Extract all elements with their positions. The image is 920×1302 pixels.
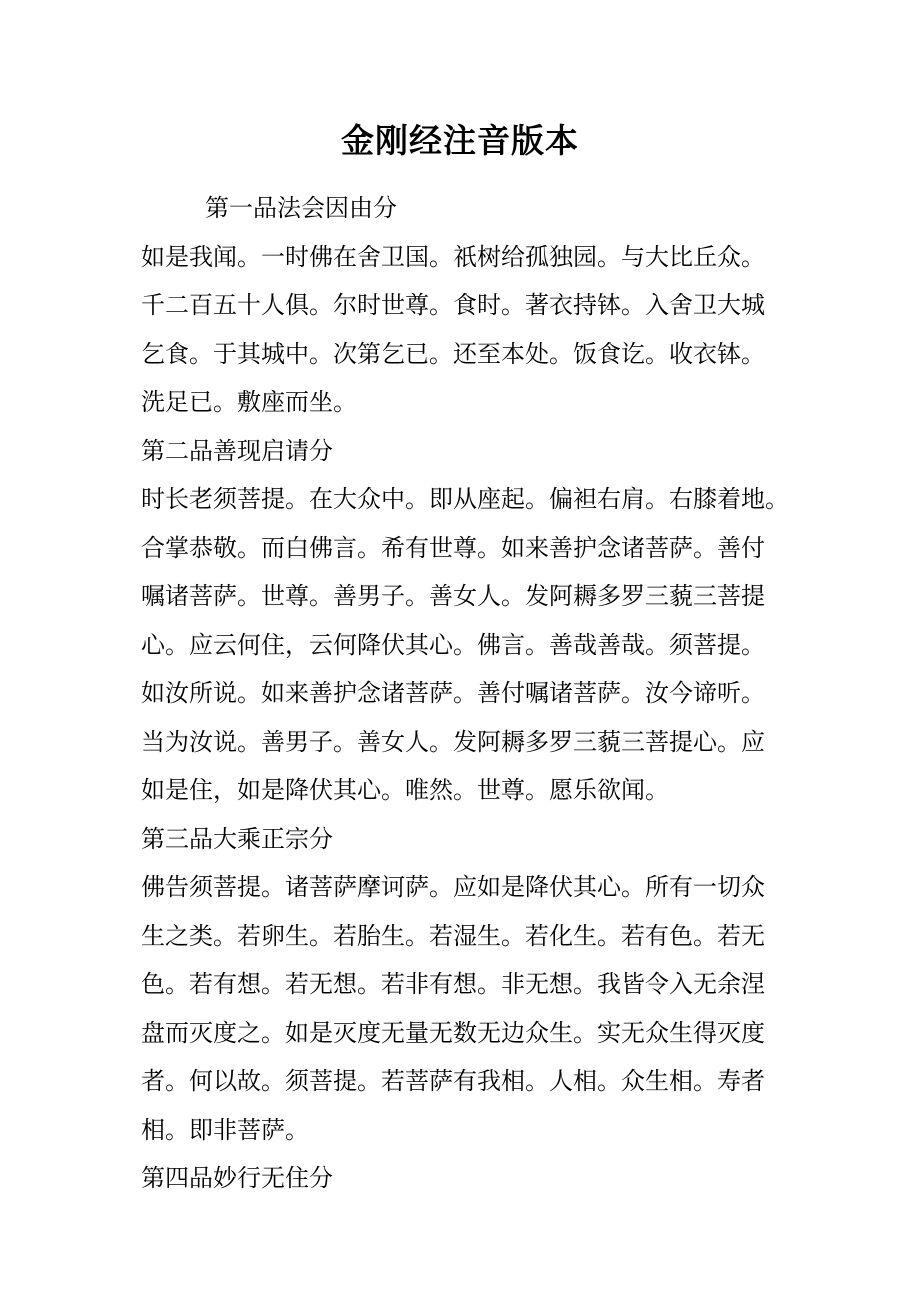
text-line: 色。若有想。若无想。若非有想。非无想。我皆令入无余涅: [141, 970, 765, 998]
text-line: 如是住，如是降伏其心。唯然。世尊。愿乐欲闻。: [141, 776, 669, 804]
text-line: 者。何以故。须菩提。若菩萨有我相。人相。众生相。寿者: [141, 1067, 765, 1095]
section-heading-2: 第二品善现启请分: [141, 436, 333, 465]
text-line: 乞食。于其城中。次第乞已。还至本处。饭食讫。收衣钵。: [141, 339, 765, 368]
document-body: [141, 184, 821, 1203]
section-heading-1: 第一品法会因由分: [205, 194, 397, 222]
text-line: 佛告须菩提。诸菩萨摩诃萨。应如是降伏其心。所有一切众: [141, 873, 765, 901]
text-line: 相。即非菩萨。: [141, 1115, 309, 1144]
document-title: 金刚经注音版本: [341, 121, 579, 160]
text-line: 合掌恭敬。而白佛言。希有世尊。如来善护念诸菩萨。善付: [141, 533, 765, 562]
text-line: 嘱诸菩萨。世尊。善男子。善女人。发阿耨多罗三藐三菩提: [141, 582, 765, 610]
section-heading-3: 第三品大乘正宗分: [141, 824, 333, 853]
text-line: 时长老须菩提。在大众中。即从座起。偏袒右肩。右膝着地。: [141, 485, 789, 513]
text-line: 生之类。若卵生。若胎生。若湿生。若化生。若有色。若无: [141, 921, 765, 950]
text-line: 如是我闻。一时佛在舍卫国。祇树给孤独园。与大比丘众。: [141, 242, 765, 271]
text-line: 如汝所说。如来善护念诸菩萨。善付嘱诸菩萨。汝今谛听。: [141, 679, 765, 707]
text-line: 洗足已。敷座而坐。: [141, 388, 357, 416]
section-heading-4: 第四品妙行无住分: [141, 1164, 333, 1192]
text-line: 当为汝说。善男子。善女人。发阿耨多罗三藐三菩提心。应: [141, 727, 765, 756]
text-line: 千二百五十人俱。尔时世尊。食时。著衣持钵。入舍卫大城: [141, 291, 765, 319]
text-line: 盘而灭度之。如是灭度无量无数无边众生。实无众生得灭度: [141, 1018, 765, 1047]
text-line: 心。应云何住，云何降伏其心。佛言。善哉善哉。须菩提。: [141, 630, 765, 659]
